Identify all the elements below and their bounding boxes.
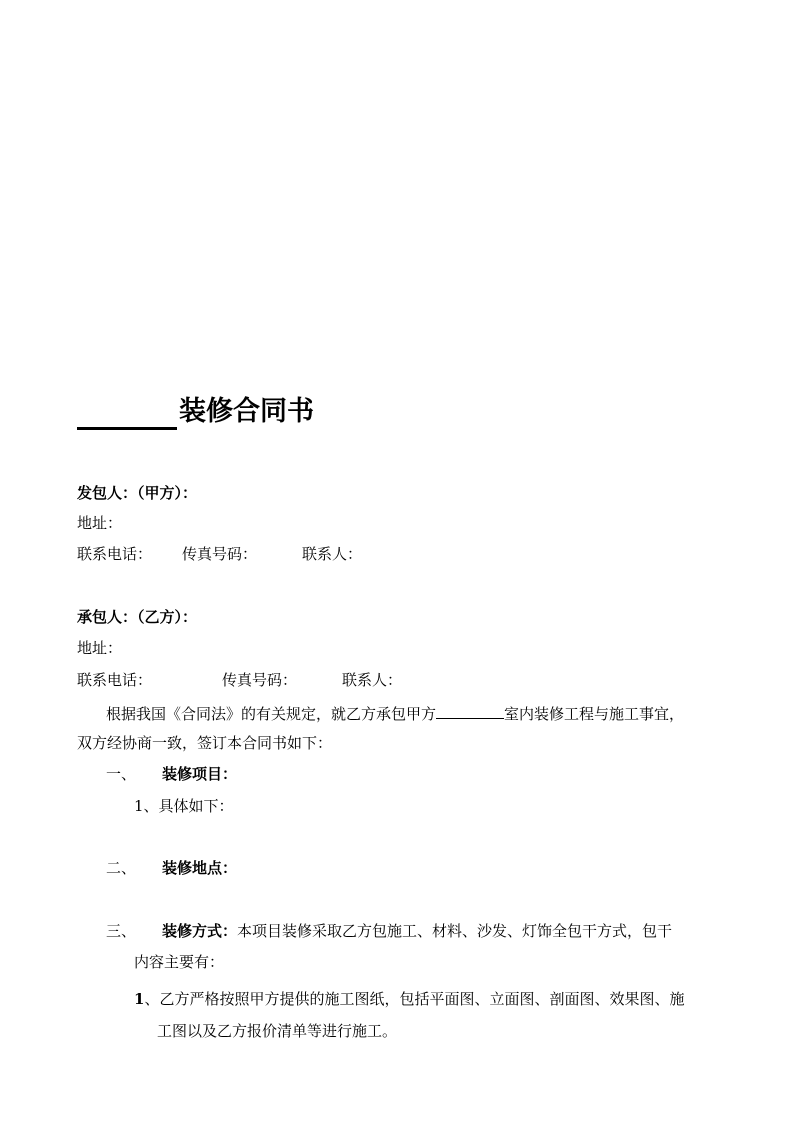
section-3-line-2: 内容主要有： — [134, 953, 225, 971]
section-3-title: 装修方式： — [162, 922, 238, 940]
section-1-item-1: 1、具体如下： — [134, 797, 234, 815]
section-3-line-1 — [162, 921, 672, 941]
party-a-phone-label: 联系电话： — [77, 545, 153, 563]
party-b-address-label: 地址： — [77, 639, 123, 657]
section-3-item-1-number: 1 — [134, 990, 145, 1008]
section-3-number: 三、 — [106, 922, 137, 940]
section-3-item-1-text: 、乙方严格按照甲方提供的施工图纸，包括平面图、立面图、剖面图、效果图、施 — [144, 990, 685, 1008]
title-text: 装修合同书 — [179, 396, 314, 427]
title-blank-line — [77, 396, 177, 430]
intro-line-1 — [106, 702, 684, 724]
section-2-number: 二、 — [106, 859, 137, 877]
document-title — [77, 394, 314, 430]
party-b-contact-label: 联系人： — [342, 671, 403, 689]
party-a-contact-label: 联系人： — [302, 545, 363, 563]
intro-blank — [436, 702, 504, 719]
party-a-address-label: 地址： — [77, 514, 123, 532]
intro-text-after: 室内装修工程与施工事宜， — [504, 705, 685, 723]
section-3-item-1 — [134, 989, 684, 1009]
party-b-phone-label: 联系电话： — [77, 671, 153, 689]
party-a-fax-label: 传真号码： — [182, 545, 258, 563]
section-3-text: 本项目装修采取乙方包施工、材料、沙发、灯饰全包干方式，包干 — [237, 922, 673, 940]
section-1-number: 一、 — [106, 765, 137, 783]
party-b-fax-label: 传真号码： — [222, 671, 298, 689]
section-3-item-1-cont: 工图以及乙方报价清单等进行施工。 — [157, 1022, 398, 1040]
section-1-title: 装修项目： — [162, 765, 238, 783]
party-b-heading: 承包人：（乙方）： — [77, 608, 198, 626]
intro-text-before: 根据我国《合同法》的有关规定，就乙方承包甲方 — [106, 705, 437, 723]
intro-line-2: 双方经协商一致，签订本合同书如下： — [77, 734, 333, 752]
party-a-heading: 发包人：（甲方）： — [77, 484, 198, 502]
section-2-title: 装修地点： — [162, 859, 238, 877]
